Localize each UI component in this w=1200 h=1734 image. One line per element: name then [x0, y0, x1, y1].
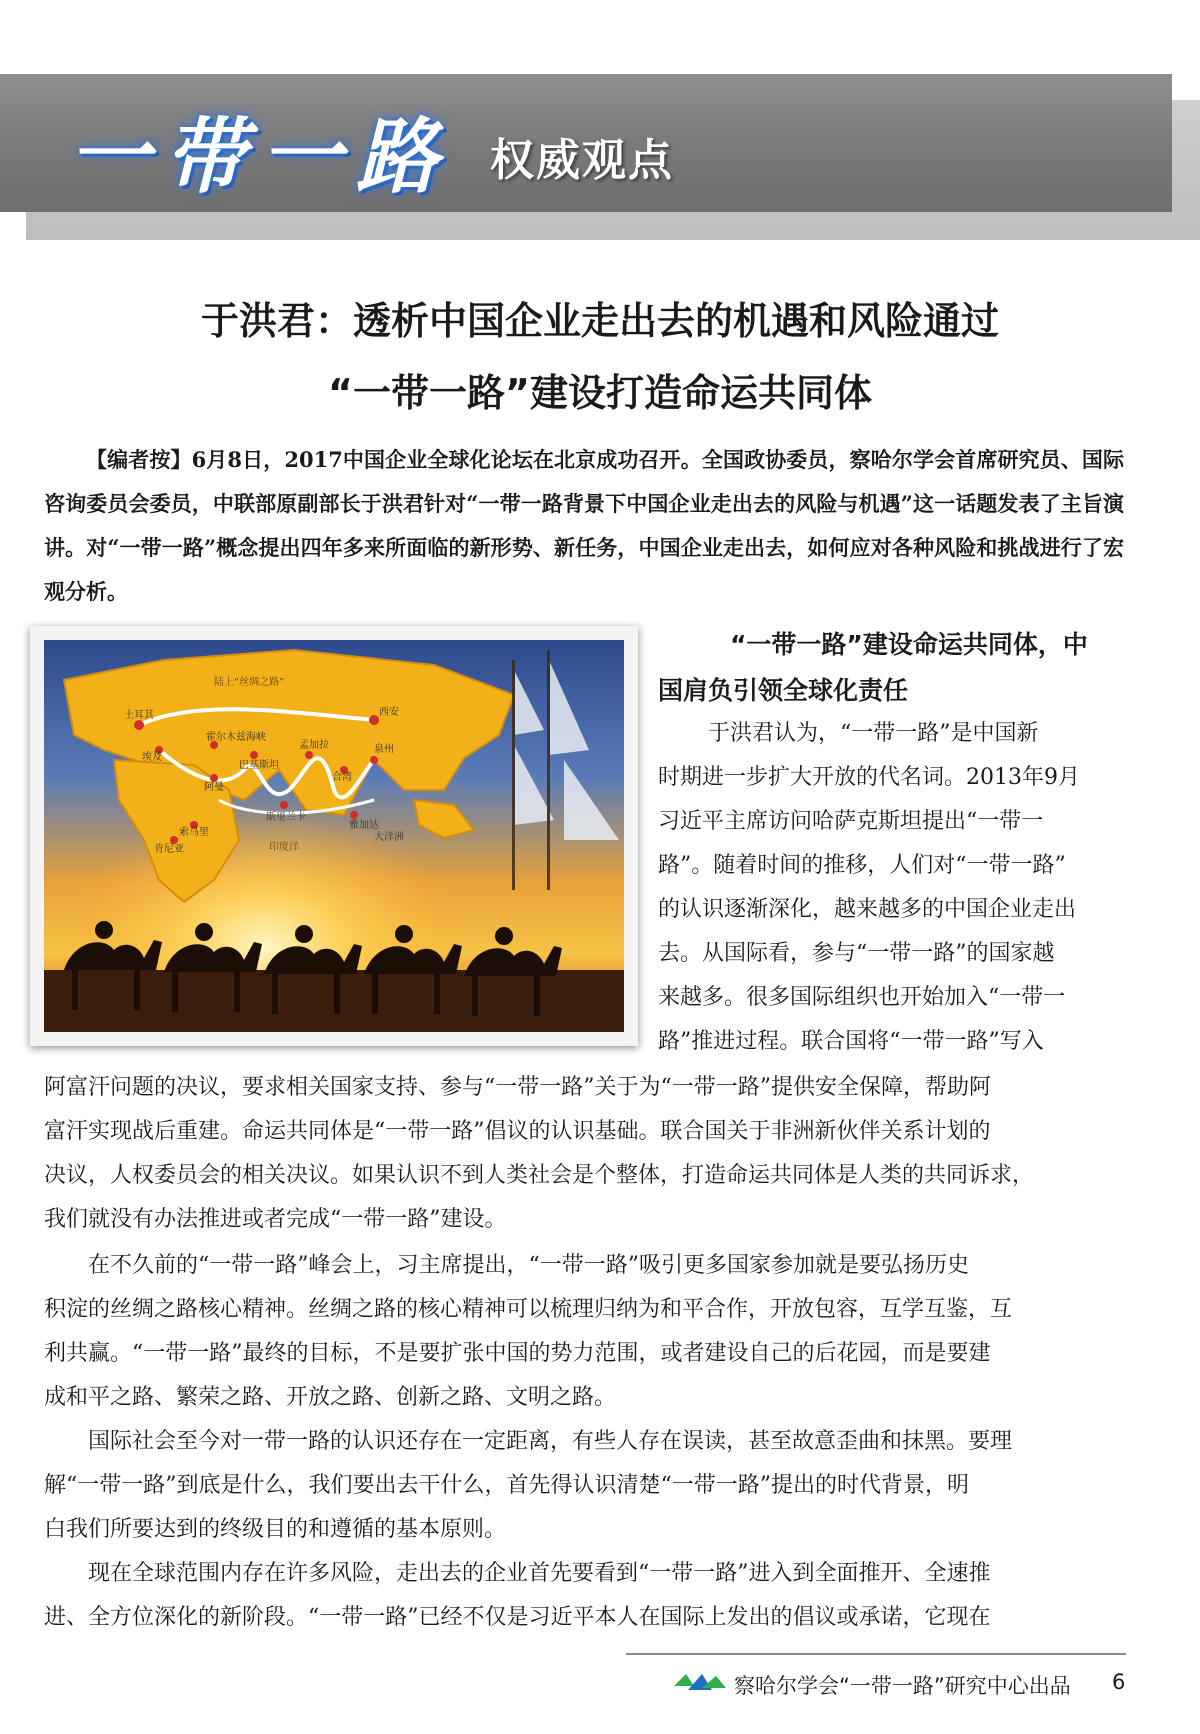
page-number: 6: [1112, 1670, 1126, 1694]
paragraph-1-side: [658, 712, 1128, 1064]
ocean-label: 印度洋: [269, 842, 299, 853]
text-line: 时期进一步扩大开放的代名词。2013年9月: [658, 765, 1080, 790]
editor-note-text: 6月8日，2017中国企业全球化论坛在北京成功召开。全国政协委员，察哈尔学会首席研究员、国际咨询委员会委员，中联部原副部长于洪君针对“一带一路背景下中国企业走出去的风险与机遇”这一话题发表了主旨演讲。对“一带一路”概念提出四年多来所面临的新形势、新任务，中国企业走出去，如何应对各种风险和挑战进行了宏观分析。: [44, 447, 1125, 604]
paragraph-1-continued: [44, 1066, 1124, 1242]
text-line: 解“一带一路”到底是什么，我们要出去干什么，首先得认识清楚“一带一路”提出的时代背景，明: [44, 1473, 969, 1498]
text-line: 利共赢。“一带一路”最终的目标，不是要扩张中国的势力范围，或者建设自己的后花园，而是要建: [44, 1341, 991, 1366]
text-line: 路”推进过程。联合国将“一带一路”写入: [658, 1029, 1044, 1054]
section-heading-line1: “一带一路”建设命运共同体，中: [730, 630, 1088, 659]
text-line: 于洪君认为，“一带一路”是中国新: [708, 721, 1039, 746]
city-label: 土耳其: [124, 710, 154, 721]
route-label: 陆上“丝绸之路”: [214, 677, 285, 688]
belt-road-logo-icon: [672, 1668, 728, 1696]
article-title-line2: “一带一路”建设打造命运共同体: [328, 371, 872, 415]
city-label: 肯尼亚: [154, 844, 184, 855]
city-label: 孟加拉: [299, 740, 329, 751]
text-line: 国际社会至今对一带一路的认识还存在一定距离，有些人存在误读，甚至故意歪曲和抹黑。要理: [88, 1429, 1013, 1454]
text-line: 现在全球范围内存在许多风险，走出去的企业首先要看到“一带一路”进入到全面推开、全速推: [88, 1561, 991, 1586]
paragraph-4: [44, 1552, 1124, 1640]
text-line: 积淀的丝绸之路核心精神。丝绸之路的核心精神可以梳理归纳为和平合作，开放包容，互学互鉴，互: [44, 1297, 1013, 1322]
text-line: 决议，人权委员会的相关决议。如果认识不到人类社会是个整体，打造命运共同体是人类的共同诉求，: [44, 1163, 1035, 1188]
city-label: 阿曼: [204, 782, 224, 793]
paragraph-3: [44, 1420, 1124, 1552]
city-label: 大洋洲: [374, 832, 404, 843]
text-line: 我们就没有办法推进或者完成“一带一路”建设。: [44, 1207, 507, 1232]
editor-note-label: 【编者按】: [86, 448, 192, 472]
city-label: 斯里兰卡: [266, 812, 306, 823]
article-title-line1: 于洪君：透析中国企业走出去的机遇和风险通过: [200, 299, 999, 343]
text-line: 阿富汗问题的决议，要求相关国家支持、参与“一带一路”关于为“一带一路”提供安全保障，帮助阿: [44, 1075, 991, 1100]
text-line: 来越多。很多国际组织也开始加入“一带一: [658, 985, 1066, 1010]
text-line: 白我们所要达到的终级目的和遵循的基本原则。: [44, 1517, 507, 1542]
banner-subtitle: 权威观点: [490, 135, 674, 186]
footer-rule: [626, 1653, 1126, 1655]
city-label: 泉州: [374, 744, 394, 755]
text-line: 在不久前的“一带一路”峰会上，习主席提出，“一带一路”吸引更多国家参加就是要弘扬历史: [88, 1253, 969, 1278]
banner-title: 一带一路: [68, 109, 452, 205]
city-label: 埃及: [142, 752, 162, 763]
editor-note: [44, 438, 1124, 614]
city-label: 霍尔木兹海峡: [206, 732, 266, 743]
city-label: 巴基斯坦: [239, 760, 279, 771]
footer-publisher: 察哈尔学会“一带一路”研究中心出品: [734, 1674, 1071, 1698]
text-line: 习近平主席访问哈萨克斯坦提出“一带一: [658, 809, 1044, 834]
city-label: 合湾: [332, 772, 352, 783]
text-line: 成和平之路、繁荣之路、开放之路、创新之路、文明之路。: [44, 1385, 617, 1410]
city-label: 雅加达: [349, 820, 379, 831]
illustration-svg: [44, 640, 624, 1032]
section-heading-line2: 国肩负引领全球化责任: [658, 676, 909, 705]
text-line: 去。从国际看，参与“一带一路”的国家越: [658, 941, 1055, 966]
silk-road-illustration: [30, 626, 638, 1046]
city-label: 西安: [379, 707, 399, 718]
text-line: 进、全方位深化的新阶段。“一带一路”已经不仅是习近平本人在国际上发出的倡议或承诺，它现在: [44, 1605, 991, 1630]
section-heading: [658, 622, 1128, 714]
text-line: 路”。随着时间的推移，人们对“一带一路”: [658, 853, 1066, 878]
text-line: 的认识逐渐深化，越来越多的中国企业走出: [658, 897, 1077, 922]
text-line: 富汗实现战后重建。命运共同体是“一带一路”倡议的认识基础。联合国关于非洲新伙伴关系计划的: [44, 1119, 991, 1144]
city-label: 索马里: [179, 827, 209, 838]
paragraph-2: [44, 1244, 1124, 1420]
